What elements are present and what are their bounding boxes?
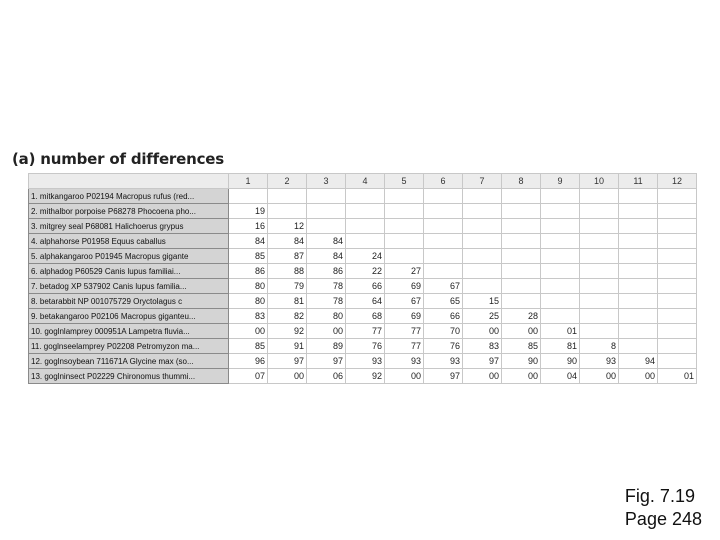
empty-cell	[424, 234, 463, 249]
empty-cell	[541, 294, 580, 309]
column-header: 12	[658, 174, 697, 189]
empty-cell	[346, 234, 385, 249]
column-header: 3	[307, 174, 346, 189]
table-cell: 67	[385, 294, 424, 309]
empty-cell	[619, 339, 658, 354]
row-label: 9. betakangaroo P02106 Macropus giganteu...	[29, 309, 229, 324]
row-label: 2. mithalbor porpoise P68278 Phocoena pho...	[29, 204, 229, 219]
empty-cell	[541, 219, 580, 234]
empty-cell	[385, 234, 424, 249]
caption-page-number: Page 248	[624, 509, 702, 529]
empty-cell	[580, 234, 619, 249]
empty-cell	[307, 189, 346, 204]
empty-cell	[541, 264, 580, 279]
table-cell: 97	[268, 354, 307, 369]
table-cell: 77	[385, 339, 424, 354]
empty-cell	[658, 234, 697, 249]
empty-cell	[502, 219, 541, 234]
empty-cell	[619, 189, 658, 204]
table-cell: 85	[229, 339, 268, 354]
empty-cell	[502, 234, 541, 249]
empty-cell	[502, 189, 541, 204]
table-cell: 00	[502, 324, 541, 339]
table-cell: 84	[268, 234, 307, 249]
table-cell: 78	[307, 294, 346, 309]
table-cell: 69	[385, 279, 424, 294]
table-row	[29, 294, 697, 309]
empty-cell	[541, 249, 580, 264]
table-row	[29, 369, 697, 384]
table-cell: 28	[502, 309, 541, 324]
table-cell: 64	[346, 294, 385, 309]
table-cell: 80	[307, 309, 346, 324]
empty-cell	[541, 279, 580, 294]
table-cell: 00	[385, 369, 424, 384]
table-cell: 24	[346, 249, 385, 264]
table-cell: 00	[463, 369, 502, 384]
empty-cell	[580, 264, 619, 279]
table-cell: 00	[463, 324, 502, 339]
empty-cell	[502, 249, 541, 264]
header-row	[29, 174, 697, 189]
empty-cell	[502, 294, 541, 309]
table-cell: 94	[619, 354, 658, 369]
empty-cell	[541, 309, 580, 324]
empty-cell	[307, 204, 346, 219]
column-header: 4	[346, 174, 385, 189]
empty-cell	[619, 309, 658, 324]
empty-cell	[658, 219, 697, 234]
distance-matrix	[28, 173, 697, 384]
row-label: 1. mitkangaroo P02194 Macropus rufus (red...	[29, 189, 229, 204]
table-cell: 27	[385, 264, 424, 279]
row-label: 4. alphahorse P01958 Equus caballus	[29, 234, 229, 249]
row-label: 10. goglnlamprey 000951A Lampetra fluvia...	[29, 324, 229, 339]
table-cell: 85	[502, 339, 541, 354]
table-cell: 83	[229, 309, 268, 324]
empty-cell	[463, 219, 502, 234]
empty-cell	[424, 189, 463, 204]
empty-cell	[619, 264, 658, 279]
table-cell: 92	[346, 369, 385, 384]
table-row	[29, 219, 697, 234]
empty-cell	[463, 234, 502, 249]
table-cell: 22	[346, 264, 385, 279]
empty-cell	[580, 249, 619, 264]
empty-cell	[619, 324, 658, 339]
empty-cell	[502, 264, 541, 279]
table-cell: 01	[541, 324, 580, 339]
empty-cell	[619, 234, 658, 249]
column-header: 6	[424, 174, 463, 189]
table-cell: 92	[268, 324, 307, 339]
figure-title: (a) number of differences	[12, 150, 224, 168]
table-cell: 12	[268, 219, 307, 234]
column-header: 8	[502, 174, 541, 189]
row-label: 12. goglnsoybean 711671A Glycine max (so...	[29, 354, 229, 369]
empty-cell	[658, 339, 697, 354]
table-cell: 15	[463, 294, 502, 309]
empty-cell	[385, 219, 424, 234]
table-cell: 01	[658, 369, 697, 384]
empty-cell	[346, 189, 385, 204]
table-row	[29, 279, 697, 294]
empty-cell	[502, 204, 541, 219]
column-header: 1	[229, 174, 268, 189]
empty-cell	[424, 219, 463, 234]
table-cell: 04	[541, 369, 580, 384]
table-cell: 65	[424, 294, 463, 309]
empty-cell	[463, 264, 502, 279]
empty-cell	[580, 324, 619, 339]
table-cell: 77	[385, 324, 424, 339]
table-cell: 81	[541, 339, 580, 354]
empty-cell	[463, 204, 502, 219]
empty-cell	[463, 279, 502, 294]
table-cell: 82	[268, 309, 307, 324]
table-cell: 86	[307, 264, 346, 279]
table-cell: 88	[268, 264, 307, 279]
row-label: 11. goglnseelamprey P02208 Petromyzon ma...	[29, 339, 229, 354]
empty-cell	[619, 249, 658, 264]
empty-cell	[580, 189, 619, 204]
empty-cell	[580, 309, 619, 324]
table-cell: 90	[541, 354, 580, 369]
table-cell: 76	[424, 339, 463, 354]
empty-cell	[424, 249, 463, 264]
table-cell: 97	[463, 354, 502, 369]
table-cell: 25	[463, 309, 502, 324]
empty-cell	[268, 204, 307, 219]
table-cell: 00	[268, 369, 307, 384]
empty-cell	[658, 309, 697, 324]
row-label: 3. mitgrey seal P68081 Halichoerus grypus	[29, 219, 229, 234]
empty-cell	[541, 189, 580, 204]
table-cell: 80	[229, 294, 268, 309]
empty-cell	[541, 234, 580, 249]
empty-cell	[346, 219, 385, 234]
table-cell: 76	[346, 339, 385, 354]
column-header: 2	[268, 174, 307, 189]
table-cell: 00	[229, 324, 268, 339]
column-header: 9	[541, 174, 580, 189]
table-cell: 80	[229, 279, 268, 294]
row-label: 13. goglninsect P02229 Chironomus thummi...	[29, 369, 229, 384]
column-header: 10	[580, 174, 619, 189]
empty-cell	[658, 294, 697, 309]
table-cell: 07	[229, 369, 268, 384]
corner-cell	[29, 174, 229, 189]
empty-cell	[463, 249, 502, 264]
table-cell: 19	[229, 204, 268, 219]
table-cell: 93	[385, 354, 424, 369]
table-cell: 66	[346, 279, 385, 294]
empty-cell	[424, 204, 463, 219]
table-cell: 97	[424, 369, 463, 384]
table-cell: 93	[424, 354, 463, 369]
table-row	[29, 354, 697, 369]
empty-cell	[385, 204, 424, 219]
table-row	[29, 189, 697, 204]
empty-cell	[541, 204, 580, 219]
table-row	[29, 264, 697, 279]
column-header: 11	[619, 174, 658, 189]
empty-cell	[619, 219, 658, 234]
column-header: 5	[385, 174, 424, 189]
empty-cell	[580, 279, 619, 294]
table-cell: 84	[229, 234, 268, 249]
empty-cell	[619, 204, 658, 219]
table-cell: 69	[385, 309, 424, 324]
empty-cell	[658, 249, 697, 264]
difference-table	[28, 173, 697, 384]
row-label: 5. alphakangaroo P01945 Macropus gigante	[29, 249, 229, 264]
table-cell: 8	[580, 339, 619, 354]
empty-cell	[268, 189, 307, 204]
row-label: 6. alphadog P60529 Canis lupus familiai...	[29, 264, 229, 279]
empty-cell	[658, 279, 697, 294]
empty-cell	[619, 279, 658, 294]
table-cell: 83	[463, 339, 502, 354]
table-row	[29, 339, 697, 354]
table-cell: 67	[424, 279, 463, 294]
empty-cell	[580, 219, 619, 234]
table-cell: 00	[619, 369, 658, 384]
table-cell: 70	[424, 324, 463, 339]
table-cell: 68	[346, 309, 385, 324]
table-cell: 16	[229, 219, 268, 234]
figure-caption	[625, 485, 702, 531]
table-cell: 77	[346, 324, 385, 339]
table-cell: 85	[229, 249, 268, 264]
empty-cell	[658, 354, 697, 369]
table-cell: 91	[268, 339, 307, 354]
empty-cell	[385, 189, 424, 204]
empty-cell	[658, 264, 697, 279]
table-row	[29, 324, 697, 339]
table-cell: 84	[307, 234, 346, 249]
empty-cell	[307, 219, 346, 234]
table-cell: 89	[307, 339, 346, 354]
empty-cell	[658, 204, 697, 219]
row-label: 8. betarabbit NP 001075729 Oryctolagus c	[29, 294, 229, 309]
table-cell: 93	[580, 354, 619, 369]
table-row	[29, 204, 697, 219]
table-cell: 78	[307, 279, 346, 294]
table-cell: 06	[307, 369, 346, 384]
column-header: 7	[463, 174, 502, 189]
table-row	[29, 234, 697, 249]
table-cell: 79	[268, 279, 307, 294]
table-cell: 93	[346, 354, 385, 369]
empty-cell	[658, 324, 697, 339]
empty-cell	[619, 294, 658, 309]
empty-cell	[424, 264, 463, 279]
table-cell: 87	[268, 249, 307, 264]
row-label: 7. betadog XP 537902 Canis lupus familia...	[29, 279, 229, 294]
empty-cell	[385, 249, 424, 264]
empty-cell	[463, 189, 502, 204]
table-cell: 96	[229, 354, 268, 369]
caption-figure-number: Fig. 7.19	[624, 486, 695, 506]
empty-cell	[346, 204, 385, 219]
table-cell: 00	[502, 369, 541, 384]
table-cell: 97	[307, 354, 346, 369]
table-cell: 90	[502, 354, 541, 369]
empty-cell	[502, 279, 541, 294]
table-cell: 81	[268, 294, 307, 309]
table-cell: 00	[580, 369, 619, 384]
empty-cell	[580, 204, 619, 219]
empty-cell	[229, 189, 268, 204]
table-row	[29, 249, 697, 264]
empty-cell	[658, 189, 697, 204]
table-cell: 00	[307, 324, 346, 339]
table-cell: 66	[424, 309, 463, 324]
empty-cell	[580, 294, 619, 309]
table-cell: 86	[229, 264, 268, 279]
table-cell: 84	[307, 249, 346, 264]
table-row	[29, 309, 697, 324]
